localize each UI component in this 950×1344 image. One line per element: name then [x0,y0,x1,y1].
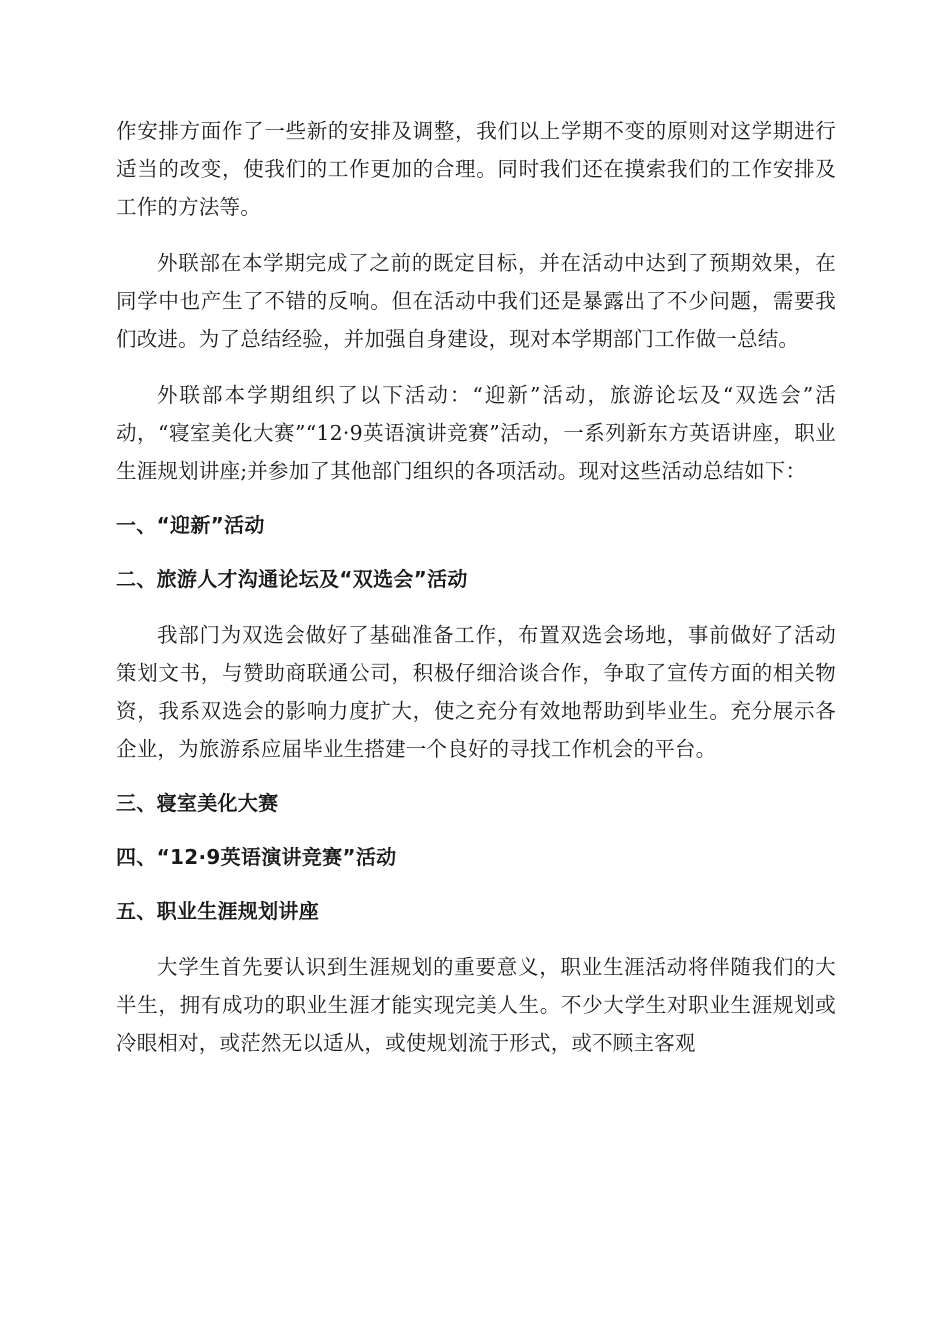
paragraph-continuation: 作安排方面作了一些新的安排及调整，我们以上学期不变的原则对这学期进行适当的改变，使我们的工作更加的合理。同时我们还在摸索我们的工作安排及工作的方法等。 [116,119,836,219]
document-page [116,112,836,1062]
paragraph-job-fair: 我部门为双选会做好了基础准备工作，布置双选会场地，事前做好了活动策划文书，与赞助商联通公司，积极仔细洽谈合作，争取了宣传方面的相关物资，我系双选会的影响力度扩大，使之充分有效地帮助到毕业生。充分展示各企业，为旅游系应届毕业生搭建一个良好的寻找工作机会的平台。 [116,623,836,761]
heading-section-3: 三、寝室美化大赛 [116,791,279,815]
paragraph-summary-intro: 外联部在本学期完成了之前的既定目标，并在活动中达到了预期效果，在同学中也产生了不错的反响。但在活动中我们还是暴露出了不少问题，需要我们改进。为了总结经验，并加强自身建设，现对本学期部门工作做一总结。 [116,251,836,351]
paragraph-career-planning: 大学生首先要认识到生涯规划的重要意义，职业生涯活动将伴随我们的大半生，拥有成功的职业生涯才能实现完美人生。不少大学生对职业生涯规划或冷眼相对，或茫然无以适从，或使规划流于形式，或不顾主客观 [116,955,836,1055]
paragraph-activities-list: 外联部本学期组织了以下活动：“迎新”活动，旅游论坛及“双选会”活动，“寝室美化大赛”“12·9英语演讲竞赛”活动，一系列新东方英语讲座，职业生涯规划讲座;并参加了其他部门组织的各项活动。现对这些活动总结如下： [116,383,836,483]
heading-section-4: 四、“12·9英语演讲竞赛”活动 [116,845,397,869]
heading-section-5: 五、职业生涯规划讲座 [116,899,319,923]
heading-section-2: 二、旅游人才沟通论坛及“双选会”活动 [116,567,468,591]
heading-section-1: 一、“迎新”活动 [116,513,265,537]
